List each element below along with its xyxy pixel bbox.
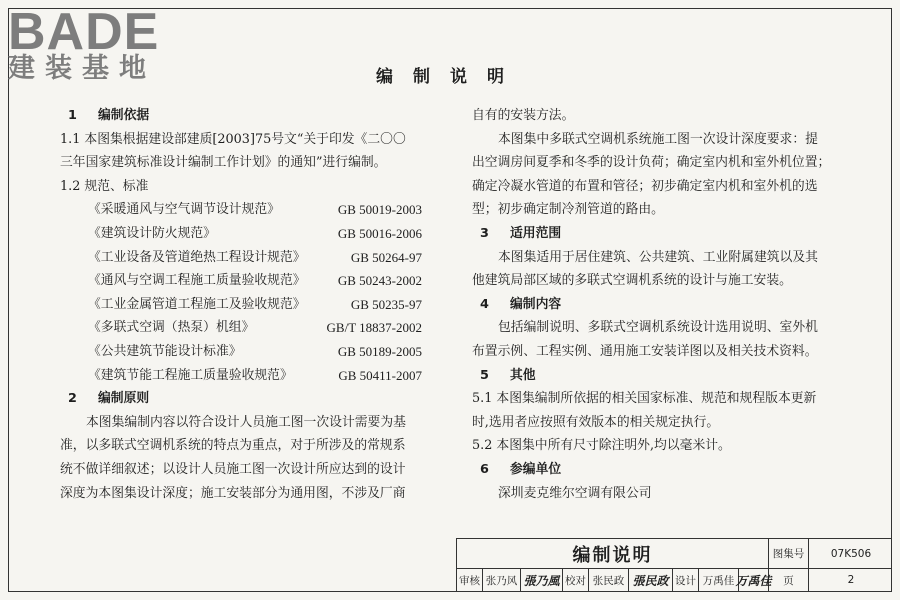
check-label: 校对 <box>563 568 589 592</box>
section-number: 6 <box>480 461 489 477</box>
section-number: 2 <box>68 391 77 407</box>
section-number: 5 <box>480 367 489 383</box>
paragraph-line: 统不做详细叙述；以设计人员施工图一次设计所应达到的设计 <box>60 461 406 477</box>
paragraph-line: 自有的安装方法。 <box>472 108 575 123</box>
drawing-name: 编制说明 <box>457 539 769 568</box>
standard-name: 《多联式空调（热泵）机组》 <box>88 320 255 336</box>
standard-code: GB 50189-2005 <box>337 343 422 359</box>
section-title: 编制依据 <box>98 108 150 123</box>
standard-row <box>60 364 426 388</box>
logo-subtitle: 建装基地 <box>8 53 156 84</box>
page-title: 编制说明 <box>376 67 524 87</box>
standard-name: 《工业设备及管道绝热工程设计规范》 <box>88 249 306 265</box>
section-number: 3 <box>480 225 489 241</box>
atlas-number: 07K506 <box>830 547 872 560</box>
paragraph-line: 深圳麦克维尔空调有限公司 <box>498 485 652 501</box>
designer-name: 万禹佳 <box>699 568 739 592</box>
section-number: 1 <box>68 108 77 123</box>
checker-name: 张民政 <box>589 568 629 592</box>
standard-row <box>60 293 426 317</box>
section-5-heading <box>472 364 852 388</box>
section-3-heading <box>472 222 852 246</box>
paragraph-line: 本图集适用于居住建筑、公共建筑、工业附属建筑以及其 <box>498 249 818 265</box>
standard-row <box>60 222 426 246</box>
paragraph-line: 型；初步确定制冷剂管道的路由。 <box>472 202 664 218</box>
section-2-heading <box>60 387 426 411</box>
standard-code: GB 50264-97 <box>350 249 422 265</box>
page-label: 页 <box>769 568 809 592</box>
paragraph-line: 本图集编制内容以符合设计人员施工图一次设计需要为基 <box>86 414 406 430</box>
title-block-row-top <box>457 539 892 569</box>
standard-row <box>60 246 426 270</box>
section-number: 4 <box>480 296 489 312</box>
paragraph-line: 出空调房间夏季和冬季的设计负荷；确定室内机和室外机位置； <box>472 155 831 171</box>
section-6-heading <box>472 458 852 482</box>
paragraph-line: 准，以多联式空调机系统的特点为重点，对于所涉及的常规系 <box>60 438 406 454</box>
watermark-logo <box>8 3 178 84</box>
paragraph-line: 包括编制说明、多联式空调机系统设计选用说明、室外机 <box>498 320 818 336</box>
section-title: 参编单位 <box>510 461 562 477</box>
standard-name: 《建筑设计防火规范》 <box>88 225 216 241</box>
standard-row <box>60 316 426 340</box>
standard-code: GB 50016-2006 <box>337 225 422 241</box>
designer-signature: 万禹佳 <box>739 568 769 592</box>
paragraph-line: 1.1 本图集根据建设部建质[2003]75号文“关于印发《二〇〇 <box>60 131 406 147</box>
standard-name: 《采暖通风与空气调节设计规范》 <box>88 202 280 218</box>
standard-row <box>60 198 426 222</box>
right-column <box>472 104 852 505</box>
title-block <box>456 538 892 592</box>
standard-name: 《通风与空调工程施工质量验收规范》 <box>88 273 306 289</box>
standards-list <box>60 198 426 387</box>
checker-signature: 張民政 <box>629 568 673 592</box>
standard-code: GB 50019-2003 <box>337 202 422 218</box>
section-title: 编制内容 <box>510 296 562 312</box>
page-number: 2 <box>847 574 855 586</box>
logo-mark: BADE <box>8 3 160 61</box>
paragraph-line: 深度为本图集设计深度；施工安装部分为通用图，不涉及厂商 <box>60 485 406 501</box>
standard-name: 《工业金属管道工程施工及验收规范》 <box>88 296 306 312</box>
standard-name: 《建筑节能工程施工质量验收规范》 <box>88 367 293 383</box>
reviewer-name: 张乃风 <box>483 568 521 592</box>
section-title: 编制原则 <box>98 391 150 407</box>
title-block-row-bottom <box>457 568 892 592</box>
paragraph-line: 确定冷凝水管道的布置和管径；初步确定室内机和室外机的选 <box>472 178 818 194</box>
reviewer-signature: 張乃風 <box>521 568 563 592</box>
standard-name: 《公共建筑节能设计标准》 <box>88 343 242 359</box>
standard-row <box>60 340 426 364</box>
paragraph-line: 本图集中多联式空调机系统施工图一次设计深度要求：提 <box>498 131 818 147</box>
standard-code: GB 50411-2007 <box>338 367 422 383</box>
section-1-heading <box>60 104 426 128</box>
standard-code: GB 50235-97 <box>350 296 422 312</box>
left-column <box>60 104 426 505</box>
standard-row <box>60 269 426 293</box>
standard-code: GB 50243-2002 <box>337 273 422 289</box>
paragraph-line: 他建筑局部区域的多联式空调机系统的设计与施工安装。 <box>472 273 792 289</box>
section-4-heading <box>472 293 852 317</box>
subsection-label: 1.2 规范、标准 <box>60 178 149 194</box>
paragraph-line: 5.1 本图集编制所依据的相关国家标准、规范和规程版本更新 <box>472 391 817 407</box>
paragraph-line: 5.2 本图集中所有尺寸除注明外,均以毫米计。 <box>472 438 731 454</box>
standard-code: GB/T 18837-2002 <box>326 320 422 336</box>
section-title: 其他 <box>510 367 536 383</box>
atlas-number-label: 图集号 <box>769 539 809 568</box>
design-label: 设计 <box>673 568 699 592</box>
paragraph-line: 布置示例、工程实例、通用施工安装详图以及相关技术资料。 <box>472 343 818 359</box>
section-title: 适用范围 <box>510 225 562 241</box>
paragraph-line: 三年国家建筑标准设计编制工作计划》的通知”进行编制。 <box>60 155 387 171</box>
review-label: 审核 <box>457 568 483 592</box>
paragraph-line: 时,选用者应按照有效版本的相关规定执行。 <box>472 414 720 430</box>
